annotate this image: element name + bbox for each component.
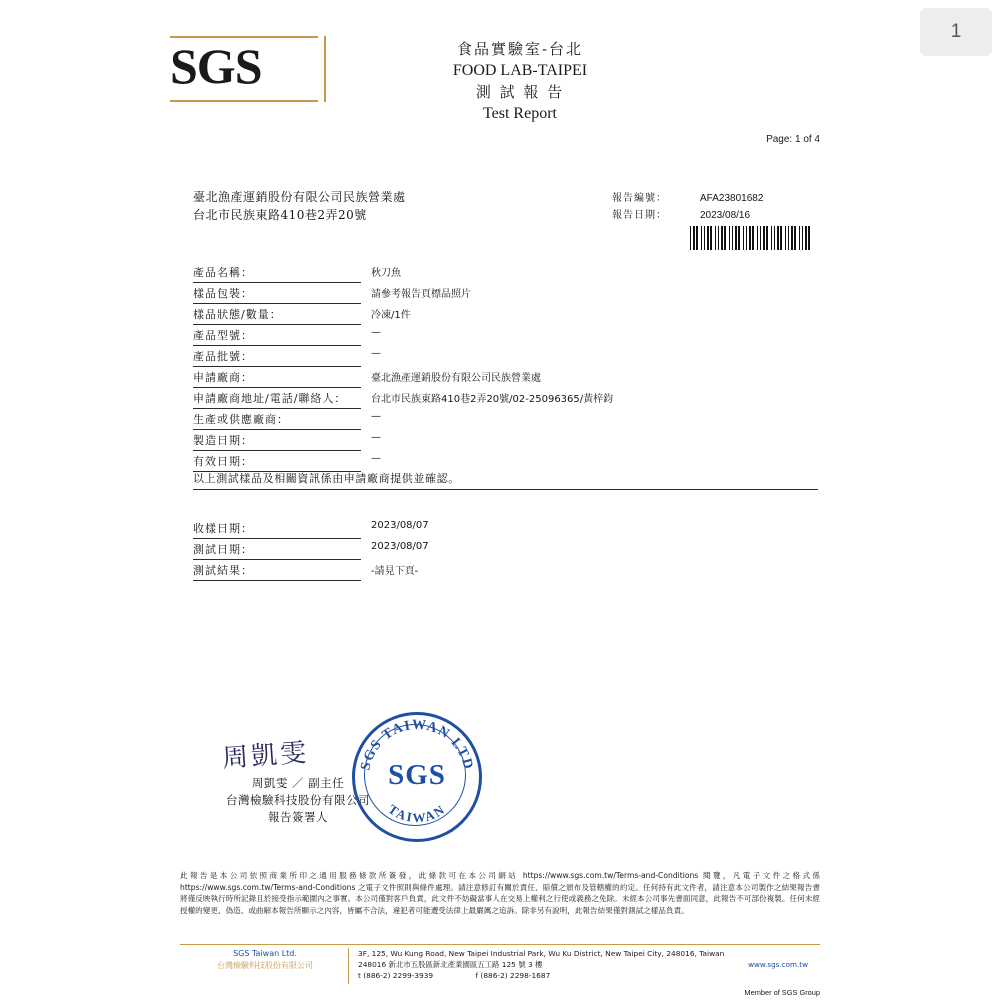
field-value: —	[371, 411, 381, 422]
lab-name-cn: 食品實驗室-台北	[456, 40, 584, 58]
field-label: 收樣日期：	[193, 520, 361, 539]
table-row	[193, 409, 818, 430]
client-name: 臺北漁產運銷股份有限公司民族營業處	[193, 190, 406, 204]
table-row	[193, 518, 818, 539]
footer-company-cn: 台灣檢驗科技股份有限公司	[217, 961, 313, 970]
field-label: 產品型號：	[193, 327, 361, 346]
client-address: 台北市民族東路410巷2弄20號	[193, 208, 367, 222]
field-label: 製造日期：	[193, 432, 361, 451]
footer-vertical-divider	[348, 948, 349, 984]
table-row	[193, 539, 818, 560]
page-number-badge: 1	[920, 8, 992, 56]
footer-divider	[180, 944, 820, 945]
table-row	[193, 283, 818, 304]
sample-info-note: 以上測試樣品及相關資訊係由申請廠商提供並確認。	[193, 470, 818, 490]
sgs-logo-text: SGS	[170, 38, 262, 94]
table-row	[193, 388, 818, 409]
report-header-titles	[380, 38, 660, 124]
document-footer	[180, 948, 820, 997]
footer-address-cn: 248016 新北市五股區新北產業園區五工路 125 號 3 樓	[358, 960, 543, 969]
field-value: 臺北漁產運銷股份有限公司民族營業處	[371, 373, 541, 384]
barcode	[690, 226, 812, 250]
report-no-value: AFA23801682	[700, 193, 764, 204]
field-label: 測試結果：	[193, 562, 361, 581]
logo-rule-bottom	[170, 100, 318, 102]
field-label: 生產或供應廠商：	[193, 411, 361, 430]
field-label: 產品名稱：	[193, 264, 361, 283]
footer-address-en: 3F, 125, Wu Kung Road, New Taipei Industrial Park, Wu Ku District, New Taipei City, 248016, Taiwan	[358, 949, 725, 958]
report-title-cn: 測 試 報 告	[475, 83, 565, 101]
sgs-taiwan-stamp	[352, 712, 482, 842]
signer-role: 報告簽署人	[268, 810, 328, 824]
table-row	[193, 325, 818, 346]
field-value: 台北市民族東路410巷2弄20號/02-25096365/黃梓鈞	[371, 394, 614, 405]
field-label: 樣品包裝：	[193, 285, 361, 304]
lab-name-en: FOOD LAB-TAIPEI	[452, 62, 588, 79]
report-date-value: 2023/08/16	[700, 210, 751, 221]
field-value: 秋刀魚	[371, 268, 401, 279]
sample-fields-table	[193, 262, 818, 472]
field-value: -請見下頁-	[371, 566, 419, 577]
field-label: 申請廠商：	[193, 369, 361, 388]
table-row	[193, 346, 818, 367]
signer-company: 台灣檢驗科技股份有限公司	[226, 793, 370, 807]
stamp-center-text: SGS	[388, 759, 446, 791]
field-value: —	[371, 327, 381, 338]
field-label: 測試日期：	[193, 541, 361, 560]
field-value: —	[371, 432, 381, 443]
footer-tel: t (886-2) 2299-3939	[358, 971, 434, 980]
footer-address-block	[358, 948, 820, 981]
report-meta-block	[612, 190, 763, 224]
handwritten-signature: 周凱雯	[221, 737, 311, 774]
table-row	[193, 430, 818, 451]
signer-name-title: 周凱雯 ／ 副主任	[251, 776, 345, 790]
svg-text:TAIWAN: TAIWAN	[385, 801, 449, 826]
logo-rule-top	[170, 36, 318, 38]
logo-rule-right	[324, 36, 326, 102]
field-value: —	[371, 348, 381, 359]
legal-disclaimer: 此報告是本公司依照商業所印之通用服務條款所簽發，此條款可在本公司網站 https://www.sgs.com.tw/Terms-and-Conditions 閱覽，凡電子文件之格式係 https://www.sgs.com.tw/Terms-and-Conditions 之電子文件照則與條件處理。請注意修訂有關於責任、賠償之頒布及管轄權的約定。任何持有此文件者，請注意本公司製作之結果報告書將僅反映執行時所記錄且於接受指示範圍內之事實。本公司僅對客戶負責，此文件不妨礙當事人在交易上權利之行使或義務之免除。未經本公司事先書面同意，此報告不可部份複製。任何未經授權的變更、偽造、或曲解本報告所顯示之內容，皆屬不合法，違犯者可能遭受法律上最嚴厲之追訴。除非另有說明，此報告結果僅對測試之樣品負責。	[180, 871, 820, 915]
report-no-row	[612, 190, 763, 207]
field-label: 樣品狀態/數量：	[193, 306, 361, 325]
field-label: 產品批號：	[193, 348, 361, 367]
field-value: 2023/08/07	[371, 541, 429, 552]
page-indicator: Page: 1 of 4	[766, 134, 820, 145]
report-date-row	[612, 207, 763, 224]
field-value: 請參考報告頁標品照片	[371, 289, 471, 300]
table-row	[193, 560, 818, 581]
footer-website[interactable]: www.sgs.com.tw	[748, 960, 808, 969]
table-row	[193, 262, 818, 283]
footer-company	[190, 948, 340, 972]
field-label: 申請廠商地址/電話/聯絡人：	[193, 390, 361, 409]
footer-member-note: Member of SGS Group	[744, 988, 820, 997]
report-title-en: Test Report	[483, 105, 557, 122]
report-no-label: 報告編號：	[612, 193, 667, 204]
field-value: 2023/08/07	[371, 520, 429, 531]
sgs-logo	[170, 38, 322, 100]
field-value: —	[371, 453, 381, 464]
client-block	[193, 188, 406, 224]
table-row	[193, 451, 818, 472]
table-row	[193, 304, 818, 325]
svg-text:SGS TAIWAN LTD: SGS TAIWAN LTD	[358, 717, 476, 772]
table-row	[193, 367, 818, 388]
report-date-label: 報告日期：	[612, 210, 667, 221]
dates-fields-table	[193, 518, 818, 581]
field-label: 有效日期：	[193, 453, 361, 472]
field-value: 冷凍/1件	[371, 310, 411, 321]
footer-fax: f (886-2) 2298-1687	[475, 971, 551, 980]
footer-company-en: SGS Taiwan Ltd.	[233, 949, 297, 958]
